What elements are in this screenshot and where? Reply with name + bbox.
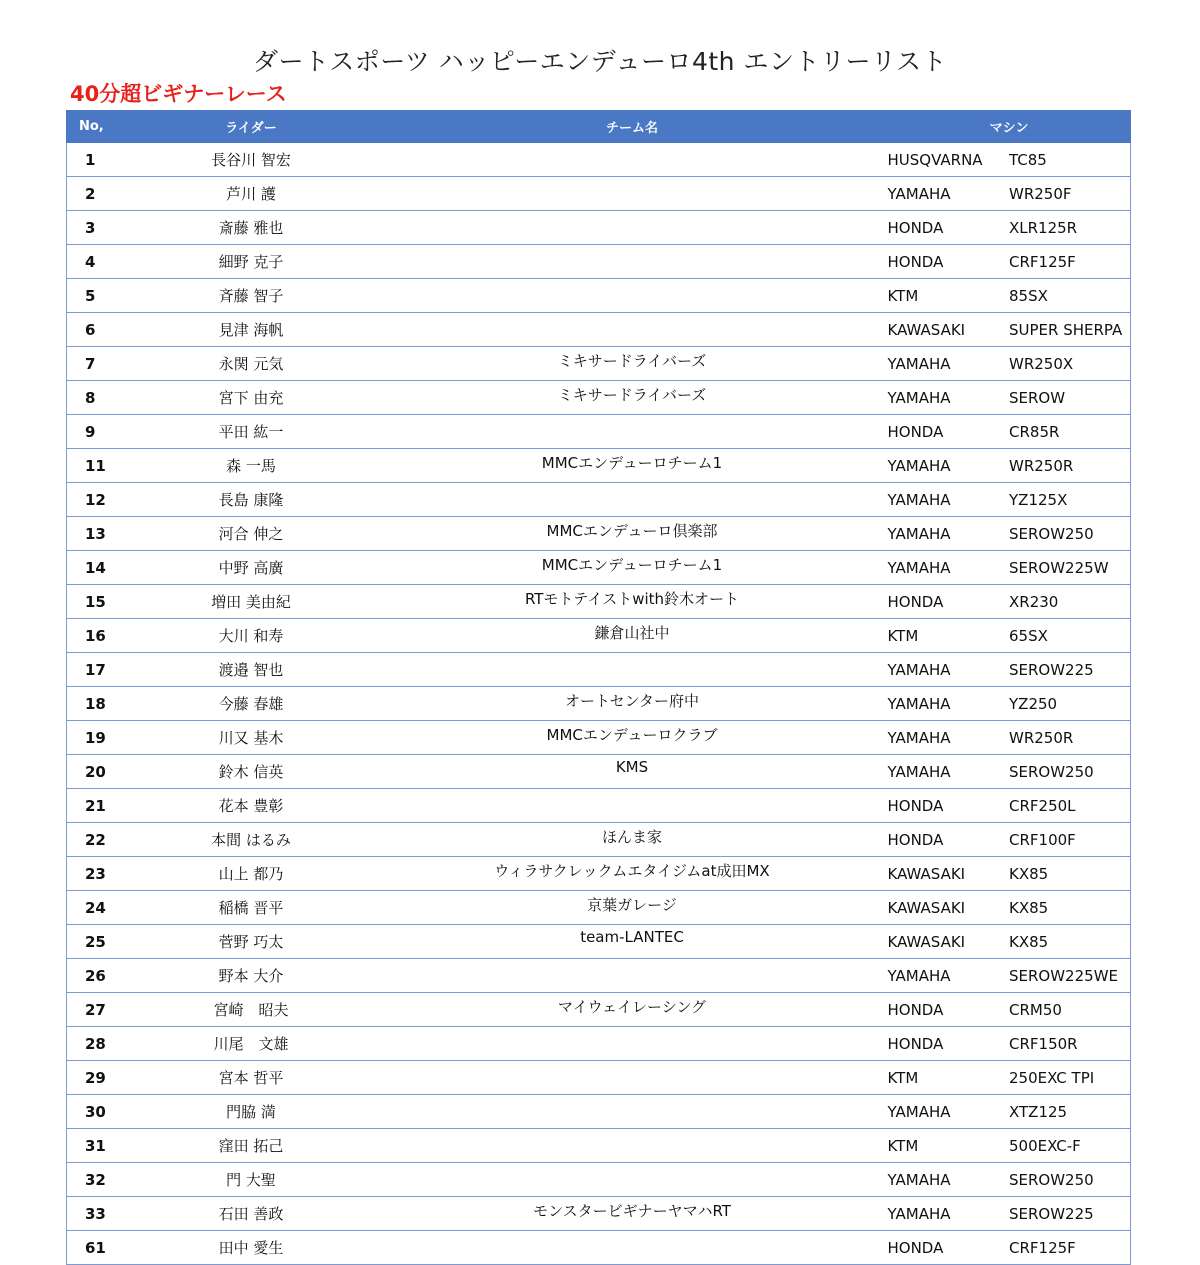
cell-model: KX85: [1009, 857, 1131, 891]
cell-team: オートセンター府中: [377, 687, 888, 721]
cell-no: 15: [67, 585, 126, 619]
cell-model: SEROW250: [1009, 517, 1131, 551]
cell-team: [377, 1095, 888, 1129]
table-row: [67, 449, 1131, 483]
cell-model: XR230: [1009, 585, 1131, 619]
cell-rider: 田中 愛生: [126, 1231, 377, 1265]
cell-model: XTZ125: [1009, 1095, 1131, 1129]
cell-maker: YAMAHA: [888, 1095, 1010, 1129]
cell-team: RTモトテイストwith鈴木オート: [377, 585, 888, 619]
cell-model: 65SX: [1009, 619, 1131, 653]
cell-maker: HONDA: [888, 245, 1010, 279]
cell-maker: HUSQVARNA: [888, 143, 1010, 177]
cell-team: [377, 789, 888, 823]
cell-team: ほんま家: [377, 823, 888, 857]
column-header-rider: ライダー: [126, 111, 377, 143]
cell-model: CRF250L: [1009, 789, 1131, 823]
table-row: [67, 857, 1131, 891]
cell-rider: 大川 和寿: [126, 619, 377, 653]
cell-team: [377, 211, 888, 245]
cell-rider: 中野 高廣: [126, 551, 377, 585]
cell-no: 32: [67, 1163, 126, 1197]
cell-team: 京葉ガレージ: [377, 891, 888, 925]
cell-team: KMS: [377, 755, 888, 789]
cell-model: SEROW225: [1009, 1197, 1131, 1231]
cell-rider: 宮下 由充: [126, 381, 377, 415]
cell-team: ミキサードライバーズ: [377, 381, 888, 415]
table-row: [67, 1061, 1131, 1095]
cell-maker: YAMAHA: [888, 653, 1010, 687]
cell-maker: KTM: [888, 1129, 1010, 1163]
cell-no: 3: [67, 211, 126, 245]
cell-team: マイウェイレーシング: [377, 993, 888, 1027]
entry-list-table: [66, 110, 1131, 1265]
cell-no: 2: [67, 177, 126, 211]
cell-team: [377, 1061, 888, 1095]
table-row: [67, 381, 1131, 415]
cell-model: SEROW225W: [1009, 551, 1131, 585]
cell-team: ミキサードライバーズ: [377, 347, 888, 381]
cell-maker: YAMAHA: [888, 347, 1010, 381]
cell-rider: 渡邉 智也: [126, 653, 377, 687]
table-row: [67, 959, 1131, 993]
cell-maker: YAMAHA: [888, 721, 1010, 755]
cell-rider: 森 一馬: [126, 449, 377, 483]
table-row: [67, 619, 1131, 653]
cell-team: [377, 653, 888, 687]
cell-model: YZ250: [1009, 687, 1131, 721]
cell-maker: HONDA: [888, 789, 1010, 823]
table-row: [67, 687, 1131, 721]
cell-rider: 川又 基木: [126, 721, 377, 755]
cell-rider: 川尾 文雄: [126, 1027, 377, 1061]
table-body: [67, 143, 1131, 1265]
cell-model: SEROW225: [1009, 653, 1131, 687]
table-row: [67, 245, 1131, 279]
cell-team: [377, 1129, 888, 1163]
table-header-row: [67, 111, 1131, 143]
cell-no: 4: [67, 245, 126, 279]
cell-rider: 見津 海帆: [126, 313, 377, 347]
cell-maker: KAWASAKI: [888, 313, 1010, 347]
cell-maker: YAMAHA: [888, 381, 1010, 415]
cell-no: 26: [67, 959, 126, 993]
cell-model: KX85: [1009, 891, 1131, 925]
cell-model: KX85: [1009, 925, 1131, 959]
table-row: [67, 551, 1131, 585]
cell-no: 14: [67, 551, 126, 585]
cell-maker: HONDA: [888, 585, 1010, 619]
cell-maker: YAMAHA: [888, 551, 1010, 585]
table-row: [67, 1163, 1131, 1197]
cell-rider: 長谷川 智宏: [126, 143, 377, 177]
cell-maker: KAWASAKI: [888, 857, 1010, 891]
cell-model: SEROW: [1009, 381, 1131, 415]
cell-model: 500EXC-F: [1009, 1129, 1131, 1163]
cell-maker: KTM: [888, 279, 1010, 313]
table-row: [67, 789, 1131, 823]
table-row: [67, 823, 1131, 857]
table-row: [67, 891, 1131, 925]
cell-rider: 菅野 巧太: [126, 925, 377, 959]
cell-rider: 鈴木 信英: [126, 755, 377, 789]
cell-no: 22: [67, 823, 126, 857]
table-row: [67, 993, 1131, 1027]
cell-no: 6: [67, 313, 126, 347]
cell-no: 25: [67, 925, 126, 959]
cell-rider: 長島 康隆: [126, 483, 377, 517]
table-row: [67, 483, 1131, 517]
cell-no: 5: [67, 279, 126, 313]
cell-model: SEROW250: [1009, 1163, 1131, 1197]
cell-maker: KAWASAKI: [888, 925, 1010, 959]
cell-no: 1: [67, 143, 126, 177]
cell-model: WR250R: [1009, 449, 1131, 483]
table-row: [67, 1027, 1131, 1061]
cell-team: MMCエンデューロチーム1: [377, 449, 888, 483]
cell-maker: YAMAHA: [888, 687, 1010, 721]
cell-rider: 斉藤 智子: [126, 279, 377, 313]
cell-model: 250EXC TPI: [1009, 1061, 1131, 1095]
cell-team: [377, 959, 888, 993]
cell-rider: 野本 大介: [126, 959, 377, 993]
cell-model: CRF125F: [1009, 245, 1131, 279]
cell-maker: HONDA: [888, 1027, 1010, 1061]
cell-model: YZ125X: [1009, 483, 1131, 517]
cell-team: [377, 313, 888, 347]
cell-team: team-LANTEC: [377, 925, 888, 959]
cell-model: SEROW250: [1009, 755, 1131, 789]
cell-rider: 平田 紘一: [126, 415, 377, 449]
cell-maker: YAMAHA: [888, 177, 1010, 211]
cell-rider: 窪田 拓己: [126, 1129, 377, 1163]
cell-maker: KAWASAKI: [888, 891, 1010, 925]
cell-maker: HONDA: [888, 211, 1010, 245]
cell-rider: 本間 はるみ: [126, 823, 377, 857]
table-row: [67, 653, 1131, 687]
cell-maker: KTM: [888, 619, 1010, 653]
cell-rider: 門 大聖: [126, 1163, 377, 1197]
cell-team: [377, 1027, 888, 1061]
table-row: [67, 313, 1131, 347]
cell-no: 7: [67, 347, 126, 381]
cell-no: 33: [67, 1197, 126, 1231]
table-row: [67, 1231, 1131, 1265]
table-row: [67, 347, 1131, 381]
cell-maker: HONDA: [888, 823, 1010, 857]
cell-no: 18: [67, 687, 126, 721]
cell-maker: YAMAHA: [888, 1197, 1010, 1231]
cell-no: 20: [67, 755, 126, 789]
table-row: [67, 721, 1131, 755]
cell-no: 24: [67, 891, 126, 925]
cell-model: 85SX: [1009, 279, 1131, 313]
table-row: [67, 1129, 1131, 1163]
cell-no: 11: [67, 449, 126, 483]
cell-team: [377, 483, 888, 517]
cell-rider: 細野 克子: [126, 245, 377, 279]
cell-no: 28: [67, 1027, 126, 1061]
cell-no: 13: [67, 517, 126, 551]
cell-team: [377, 177, 888, 211]
cell-rider: 今藤 春雄: [126, 687, 377, 721]
table-row: [67, 1095, 1131, 1129]
cell-maker: YAMAHA: [888, 483, 1010, 517]
table-row: [67, 177, 1131, 211]
cell-rider: 宮本 哲平: [126, 1061, 377, 1095]
cell-model: CRF150R: [1009, 1027, 1131, 1061]
column-header-no: No,: [67, 111, 126, 143]
cell-no: 9: [67, 415, 126, 449]
cell-rider: 花本 豊彰: [126, 789, 377, 823]
cell-maker: YAMAHA: [888, 755, 1010, 789]
column-header-machine: マシン: [888, 111, 1131, 143]
cell-no: 21: [67, 789, 126, 823]
cell-maker: HONDA: [888, 415, 1010, 449]
cell-no: 27: [67, 993, 126, 1027]
cell-team: MMCエンデューロ倶楽部: [377, 517, 888, 551]
cell-rider: 増田 美由紀: [126, 585, 377, 619]
race-class-heading: 40分超ビギナーレース: [70, 82, 287, 106]
cell-rider: 芦川 護: [126, 177, 377, 211]
cell-model: XLR125R: [1009, 211, 1131, 245]
cell-team: [377, 1163, 888, 1197]
cell-rider: 山上 都乃: [126, 857, 377, 891]
cell-no: 17: [67, 653, 126, 687]
column-header-team: チーム名: [377, 111, 888, 143]
cell-team: モンスタービギナーヤマハRT: [377, 1197, 888, 1231]
cell-no: 12: [67, 483, 126, 517]
cell-rider: 斎藤 雅也: [126, 211, 377, 245]
cell-model: CRF125F: [1009, 1231, 1131, 1265]
cell-maker: YAMAHA: [888, 517, 1010, 551]
cell-model: CRM50: [1009, 993, 1131, 1027]
cell-no: 8: [67, 381, 126, 415]
cell-no: 23: [67, 857, 126, 891]
cell-no: 29: [67, 1061, 126, 1095]
table-row: [67, 585, 1131, 619]
cell-rider: 石田 善政: [126, 1197, 377, 1231]
cell-maker: YAMAHA: [888, 959, 1010, 993]
cell-team: [377, 245, 888, 279]
table-row: [67, 143, 1131, 177]
cell-team: ウィラサクレックムエタイジムat成田MX: [377, 857, 888, 891]
cell-model: SUPER SHERPA: [1009, 313, 1131, 347]
table-row: [67, 1197, 1131, 1231]
cell-model: TC85: [1009, 143, 1131, 177]
cell-team: [377, 279, 888, 313]
cell-model: SEROW225WE: [1009, 959, 1131, 993]
cell-maker: KTM: [888, 1061, 1010, 1095]
cell-team: MMCエンデューロクラブ: [377, 721, 888, 755]
cell-rider: 河合 伸之: [126, 517, 377, 551]
cell-rider: 永関 元気: [126, 347, 377, 381]
cell-no: 31: [67, 1129, 126, 1163]
cell-model: WR250F: [1009, 177, 1131, 211]
cell-team: [377, 143, 888, 177]
cell-rider: 稲橋 晋平: [126, 891, 377, 925]
cell-maker: YAMAHA: [888, 1163, 1010, 1197]
cell-maker: HONDA: [888, 993, 1010, 1027]
cell-model: CRF100F: [1009, 823, 1131, 857]
table-row: [67, 517, 1131, 551]
cell-rider: 門脇 満: [126, 1095, 377, 1129]
cell-maker: YAMAHA: [888, 449, 1010, 483]
cell-maker: HONDA: [888, 1231, 1010, 1265]
cell-model: WR250X: [1009, 347, 1131, 381]
cell-model: WR250R: [1009, 721, 1131, 755]
cell-no: 61: [67, 1231, 126, 1265]
cell-team: 鎌倉山社中: [377, 619, 888, 653]
cell-no: 30: [67, 1095, 126, 1129]
cell-model: CR85R: [1009, 415, 1131, 449]
table-row: [67, 415, 1131, 449]
cell-team: [377, 415, 888, 449]
table-row: [67, 211, 1131, 245]
cell-rider: 宮崎 昭夫: [126, 993, 377, 1027]
cell-no: 16: [67, 619, 126, 653]
table-row: [67, 279, 1131, 313]
table-row: [67, 755, 1131, 789]
cell-team: [377, 1231, 888, 1265]
page-title: ダートスポーツ ハッピーエンデューロ4th エントリーリスト: [253, 47, 947, 76]
cell-team: MMCエンデューロチーム1: [377, 551, 888, 585]
table-row: [67, 925, 1131, 959]
cell-no: 19: [67, 721, 126, 755]
